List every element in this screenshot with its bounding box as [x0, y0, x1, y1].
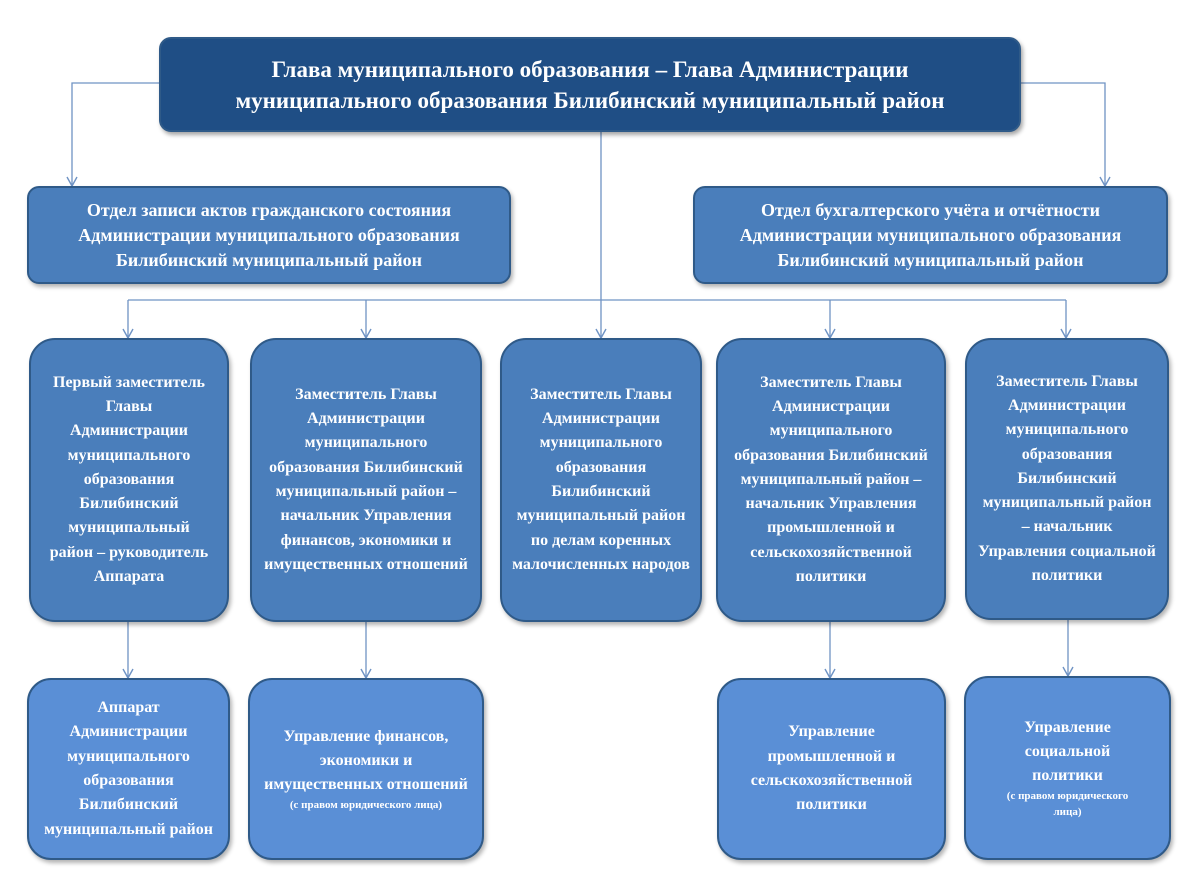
unit-industry-text: Управление промышленной и сельскохозяйственной политики	[750, 723, 913, 814]
deputy-industry-box	[716, 338, 946, 622]
unit-finance-box	[248, 678, 484, 860]
deputy-industry-text: Заместитель Главы Администрации муниципального образования Билибинский муниципальный район – начальник Управления промышленной и сельскохозяйственной политики	[734, 373, 928, 586]
unit-finance-text: Управление финансов, экономики и имущественных отношений	[264, 727, 468, 794]
dept-zags-line1: Отдел записи актов гражданского состояния	[86, 199, 452, 220]
deputy-first-box	[29, 338, 229, 622]
head-box	[159, 37, 1021, 132]
connector-head-to-accounting	[1020, 83, 1105, 186]
deputy-first-text: Первый заместитель Главы Администрации муниципального образования Билибинский муниципальный район – руководитель Аппарата	[49, 373, 209, 586]
unit-apparatus-text: Аппарат Администрации муниципального образования Билибинский муниципальный район	[44, 699, 213, 838]
deputy-social-box	[965, 338, 1169, 620]
head-title-line1: Глава муниципального образования – Глава Администрации	[271, 56, 909, 82]
unit-industry-box	[717, 678, 946, 860]
dept-accounting-box	[693, 186, 1168, 284]
dept-accounting-line3: Билибинский муниципальный район	[777, 249, 1084, 270]
unit-social-text: Управление социальной политики	[1024, 718, 1111, 785]
deputy-social-text: Заместитель Главы Администрации муниципального образования Билибинский муниципальный район – начальник Управления социальной политики	[978, 372, 1156, 585]
unit-apparatus-box	[27, 678, 230, 860]
unit-social-box	[964, 676, 1171, 860]
head-title-line2: муниципального образования Билибинский муниципальный район	[235, 87, 945, 113]
unit-finance-note: (с правом юридического лица)	[289, 799, 443, 812]
deputy-indigenous-box	[500, 338, 702, 622]
connector-head-to-zags	[72, 83, 160, 186]
dept-accounting-line2: Администрации муниципального образования	[739, 224, 1122, 245]
dept-accounting-line1: Отдел бухгалтерского учёта и отчётности	[761, 199, 1100, 220]
unit-social-note: (с правом юридического лица)	[1006, 790, 1129, 819]
dept-zags-box	[27, 186, 511, 284]
deputy-finance-text: Заместитель Главы Администрации муниципального образования Билибинский муниципальный район – начальник Управления финансов, экономики и имущественных отношений	[264, 385, 468, 573]
deputy-finance-box	[250, 338, 482, 622]
dept-zags-line3: Билибинский муниципальный район	[115, 249, 423, 270]
dept-zags-line2: Администрации муниципального образования	[78, 224, 460, 245]
deputy-indigenous-text: Заместитель Главы Администрации муниципального образования Билибинский муниципальный район по делам коренных малочисленных народов	[512, 385, 690, 573]
